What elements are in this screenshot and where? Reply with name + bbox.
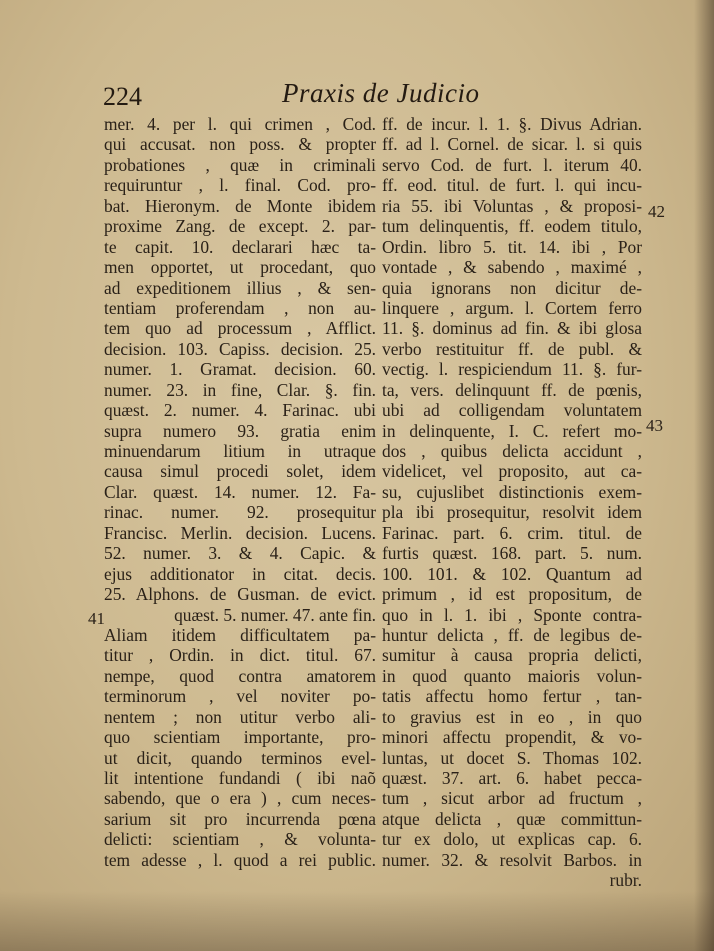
page-number: 224 xyxy=(103,82,142,111)
text-line: primum , id est propositum, de xyxy=(382,584,642,605)
text-line: servo Cod. de furt. l. iterum 40. xyxy=(382,154,642,175)
text-line: numer. 32. & resolvit Barbos. in xyxy=(382,849,642,870)
text-line: sumitur à causa propria delicti, xyxy=(382,645,642,666)
text-line: dos , quibus delicta accidunt , xyxy=(382,441,642,461)
text-line: quæst. 37. art. 6. habet pecca- xyxy=(382,768,642,788)
text-line: ff. ad l. Cornel. de sicar. l. si quis xyxy=(382,134,642,155)
text-line: in delinquente, I. C. refert mo- xyxy=(382,420,642,441)
text-line: quo in l. 1. ibi , Sponte contra- xyxy=(382,604,642,625)
text-line: ubi ad colligendam voluntatem xyxy=(382,400,642,421)
text-line: requiruntur , l. final. Cod. pro- xyxy=(104,175,376,196)
page-gutter-shadow xyxy=(694,0,714,951)
text-line: mer. 4. per l. qui crimen , Cod. xyxy=(104,114,376,134)
text-line: tem quo ad processum , Afflict. xyxy=(104,318,376,339)
text-line: Aliam itidem difficultatem pa- xyxy=(104,624,376,645)
text-line: in quod quanto maioris volun- xyxy=(382,665,642,686)
text-line: delicti: scientiam , & volunta- xyxy=(104,829,376,850)
text-line: 52. numer. 3. & 4. Capic. & xyxy=(104,543,376,564)
text-line: Francisc. Merlin. decision. Lucens. xyxy=(104,522,376,543)
text-line: proxime Zang. de except. 2. par- xyxy=(104,216,376,237)
text-line: men opportet, ut procedant, quo xyxy=(104,257,376,278)
text-line: tatis affectu homo fertur , tan- xyxy=(382,686,642,707)
text-line: ad expeditionem illius , & sen- xyxy=(104,277,376,298)
text-line: pla ibi prosequitur, resolvit idem xyxy=(382,502,642,523)
text-line: vectig. l. respiciendum 11. §. fur- xyxy=(382,359,642,380)
text-line: ta, vers. delinquunt ff. de pœnis, xyxy=(382,379,642,400)
text-line: ut dicit, quando terminos evel- xyxy=(104,747,376,768)
text-line: ria 55. ibi Voluntas , & proposi- xyxy=(382,195,642,216)
margin-number-43: 43 xyxy=(646,416,663,435)
text-line: probationes , quæ in criminali xyxy=(104,154,376,175)
text-line: rubr. xyxy=(609,870,642,891)
text-line: ejus additionator in citat. decis. xyxy=(104,563,376,584)
text-line: linquere , argum. l. Cortem ferro xyxy=(382,297,642,318)
text-line: terminorum , vel noviter po- xyxy=(104,686,376,707)
left-text-column xyxy=(104,114,376,870)
text-line: 25. Alphons. de Gusman. de evict. xyxy=(104,584,376,605)
text-line: luntas, ut docet S. Thomas 102. xyxy=(382,747,642,768)
text-line: to gravius est in eo , in quo xyxy=(382,706,642,727)
text-line: su, cujuslibet distinctionis exem- xyxy=(382,481,642,502)
text-line: quia ignorans non dicitur de- xyxy=(382,277,642,298)
text-line: videlicet, vel proposito, aut ca- xyxy=(382,461,642,482)
text-line: causa simul procedi solet, idem xyxy=(104,461,376,482)
running-title: Praxis de Judicio xyxy=(282,78,480,108)
text-line: rinac. numer. 92. prosequitur xyxy=(104,502,376,523)
text-line: tum delinquentis, ff. eodem titulo, xyxy=(382,216,642,237)
text-line: supra numero 93. gratia enim xyxy=(104,420,376,441)
text-line: vontade , & sabendo , maximé , xyxy=(382,257,642,278)
text-line: quæst. 2. numer. 4. Farinac. ubi xyxy=(104,400,376,421)
text-line: te capit. 10. declarari hæc ta- xyxy=(104,236,376,257)
text-line: tentiam proferendam , non au- xyxy=(104,297,376,318)
margin-number-42: 42 xyxy=(648,202,665,221)
text-line: nempe, quod contra amatorem xyxy=(104,665,376,686)
text-line: nentem ; non utitur verbo ali- xyxy=(104,706,376,727)
text-line: atque delicta , quæ committun- xyxy=(382,808,642,829)
text-line: Ordin. libro 5. tit. 14. ibi , Por xyxy=(382,236,642,257)
margin-number-41: 41 xyxy=(88,609,105,628)
text-line: Farinac. part. 6. crim. titul. de xyxy=(382,522,642,543)
text-line: tum , sicut arbor ad fructum , xyxy=(382,788,642,809)
right-text-column xyxy=(382,114,642,891)
text-line: decision. 103. Capiss. decision. 25. xyxy=(104,338,376,359)
text-line: minuendarum litium in utraque xyxy=(104,441,376,461)
text-line: tem adesse , l. quod a rei public. xyxy=(104,849,376,870)
page-bottom-shadow xyxy=(0,891,714,951)
text-line: furtis quæst. 168. part. 5. num. xyxy=(382,543,642,564)
text-line: numer. 1. Gramat. decision. 60. xyxy=(104,359,376,380)
text-line: qui accusat. non poss. & propter xyxy=(104,134,376,155)
text-line: lit intentione fundandi ( ibi naõ xyxy=(104,768,376,788)
text-line: bat. Hieronym. de Monte ibidem xyxy=(104,195,376,216)
text-line: quo scientiam importante, pro- xyxy=(104,727,376,748)
text-line: sabendo, que o era ) , cum neces- xyxy=(104,788,376,809)
text-line: sarium sit pro incurrenda pœna xyxy=(104,808,376,829)
text-line: Clar. quæst. 14. numer. 12. Fa- xyxy=(104,481,376,502)
text-line: quæst. 5. numer. 47. ante fin. xyxy=(174,604,376,625)
text-line: ff. de incur. l. 1. §. Divus Adrian. xyxy=(382,114,642,134)
text-line: minori affectu propendit, & vo- xyxy=(382,727,642,748)
text-line: ff. eod. titul. de furt. l. qui incu- xyxy=(382,175,642,196)
text-line: verbo restituitur ff. de publ. & xyxy=(382,338,642,359)
text-line: 11. §. dominus ad fin. & ibi glosa xyxy=(382,318,642,339)
text-line: 100. 101. & 102. Quantum ad xyxy=(382,563,642,584)
text-line: titur , Ordin. in dict. titul. 67. xyxy=(104,645,376,666)
text-line: numer. 23. in fine, Clar. §. fin. xyxy=(104,379,376,400)
text-line: tur ex dolo, ut explicas cap. 6. xyxy=(382,829,642,850)
text-line: huntur delicta , ff. de legibus de- xyxy=(382,624,642,645)
